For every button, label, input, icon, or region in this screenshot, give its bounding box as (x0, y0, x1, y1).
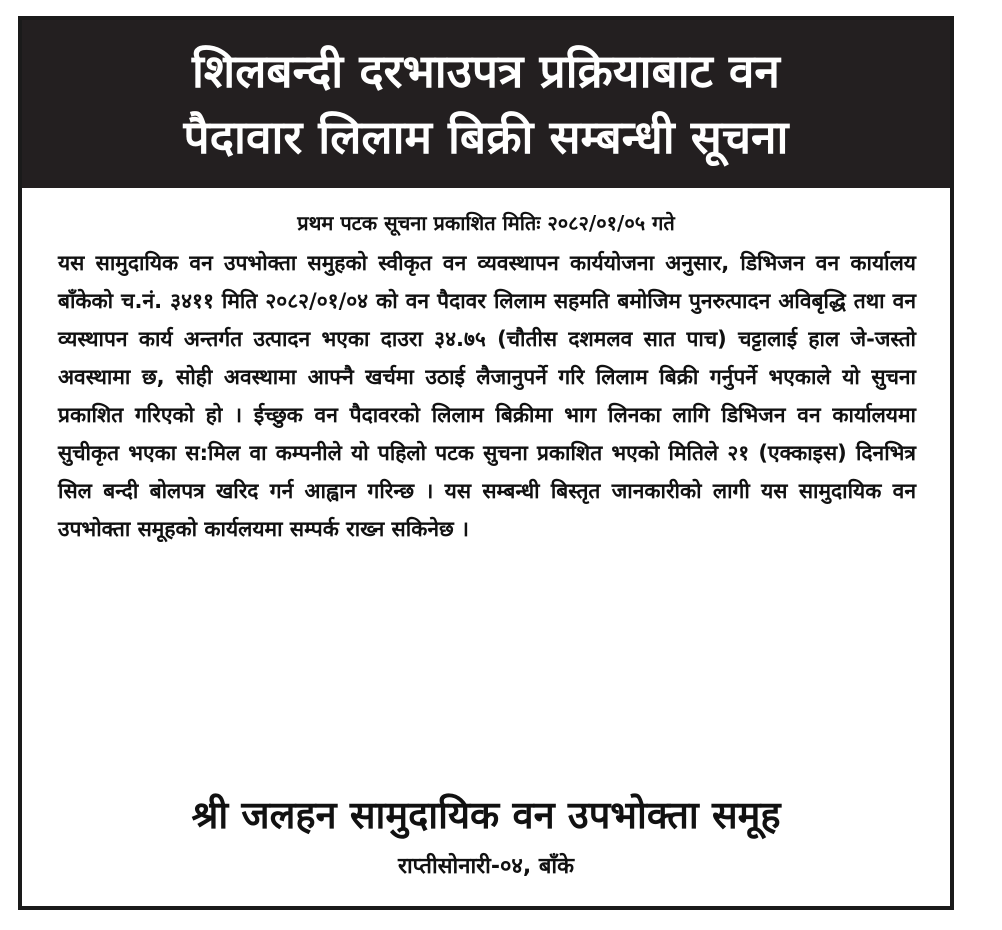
organization-name: श्री जलहन सामुदायिक वन उपभोक्ता समूह (191, 793, 781, 837)
organization-address: राप्तीसोनारी-०४, बाँके (397, 854, 575, 879)
publish-date: प्रथम पटक सूचना प्रकाशित मितिः २०८२/०१/०५ गते (297, 211, 675, 235)
title-line-2: पैदावार लिलाम बिक्री सम्बन्धी सूचना (183, 110, 789, 164)
title-line-1: शिलबन्दी दरभाउपत्र प्रक्रियाबाट वन (192, 44, 780, 98)
notice-body: यस सामुदायिक वन उपभोक्ता समुहको स्वीकृत वन व्यवस्थापन कार्ययोजना अनुसार, डिभिजन वन कार्यालय बाँकेको च.नं. ३४११ मिति २०८२/०१/०४ को वन पैदावर लिलाम सहमति बमोजिम पुनरुत्पादन अविबृद्धि तथा वन व्यस्थापन कार्य अन्तर्गत उत्पादन भएका दाउरा ३४.७५ (चौतीस दशमलव सात पाच) चट्टालाई हाल जे-जस्तो अवस्थामा छ, सोही अवस्थामा आफ्नै खर्चमा उठाई लैजानुपर्ने गरि लिलाम बिक्री गर्नुपर्ने भएकाले यो सुचना प्रकाशित गरिएको हो । ईच्छुक वन पैदावरको लिलाम बिक्रीमा भाग लिनका लागि डिभिजन वन कार्यालयमा सुचीकृत भएका स:मिल वा कम्पनीले यो पहिलो पटक सुचना प्रकाशित भएको मितिले २१ (एक्काइस) दिनभित्र सिल बन्दी बोलपत्र खरिद गर्न आह्वान गरिन्छ । यस सम्बन्धी बिस्तृत जानकारीको लागी यस सामुदायिक वन उपभोक्ता समूहको कार्यलयमा सम्पर्क राख्न सकिनेछ । (58, 251, 916, 541)
notice-box (18, 16, 954, 910)
notice-header (22, 20, 950, 188)
